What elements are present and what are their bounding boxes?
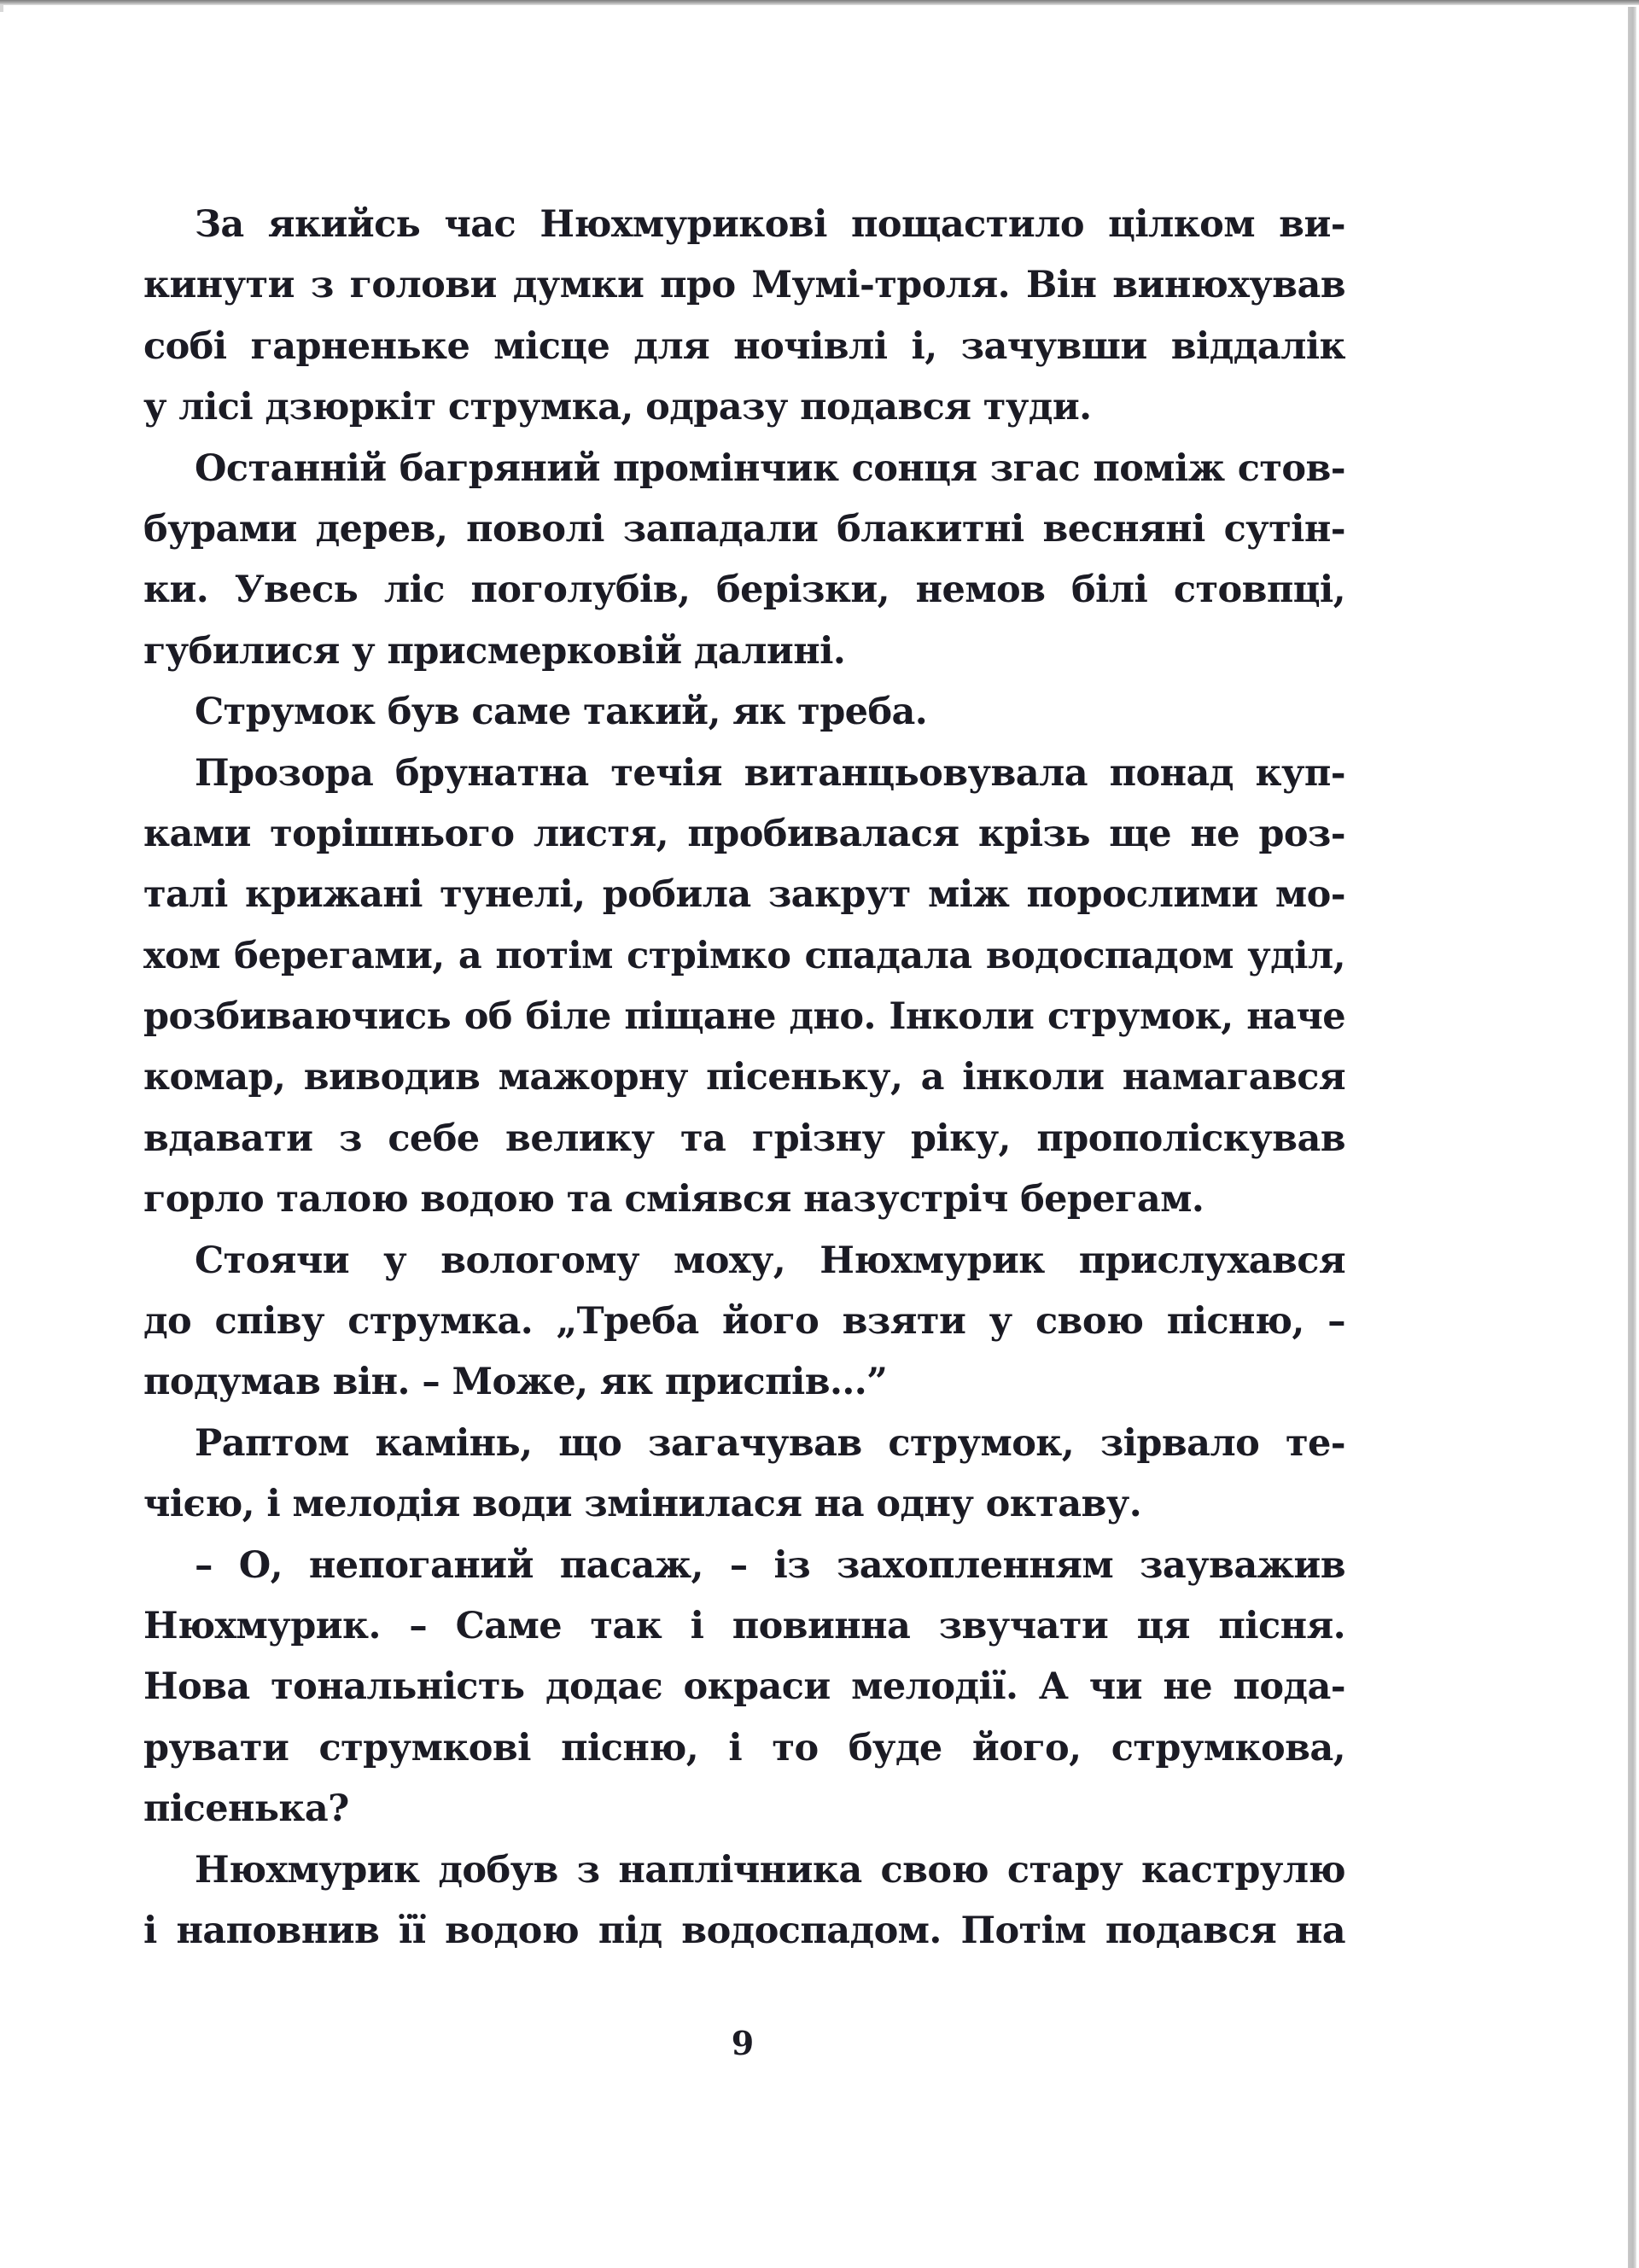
text-line: комар, виводив мажорну пісеньку, а інколи намагався (143, 1056, 1345, 1099)
text-line: Прозора брунатна течія витанцьовувала понад куп- (195, 751, 1345, 795)
paragraph (143, 743, 1345, 1231)
text-line: до співу струмка. „Треба його взяти у свою пісню, – (143, 1300, 1345, 1344)
book-page (0, 5, 1628, 2268)
text-line: губилися у присмерковій далині. (143, 629, 846, 673)
paragraph (143, 1231, 1345, 1414)
paragraph (143, 1414, 1345, 1536)
text-line: Нюхмурик добув з наплічника свою стару каструлю (195, 1848, 1345, 1892)
text-line: пісенька? (143, 1787, 349, 1831)
text-line: – О, непоганий пасаж, – із захопленням зауважив (195, 1543, 1345, 1587)
text-line: талі крижані тунелі, робила закрут між порослими мо- (143, 873, 1345, 917)
text-line: За якийсь час Нюхмурикові пощастило цілком ви- (195, 203, 1345, 246)
page-number: 9 (731, 2024, 755, 2062)
text-line: Раптом камінь, що загачував струмок, зірвало те- (195, 1421, 1345, 1465)
text-line: бурами дерев, поволі западали блакитні весняні сутін- (143, 507, 1345, 551)
text-line: подумав він. – Може, як приспів...” (143, 1361, 888, 1404)
text-line: рувати струмкові пісню, і то буде його, струмкова, (143, 1726, 1345, 1770)
text-line: Нюхмурик. – Саме так і повинна звучати ця пісня. (143, 1604, 1345, 1647)
paragraph (143, 439, 1345, 683)
text-line: чією, і мелодія води змінилася на одну октаву. (143, 1483, 1142, 1526)
page-top-border (0, 0, 1639, 5)
text-line: Останній багряний промінчик сонця згас поміж стов- (195, 446, 1345, 490)
text-line: Струмок був саме такий, як треба. (195, 691, 928, 734)
paragraph (143, 1536, 1345, 1840)
text-line: кинути з голови думки про Мумі-троля. Він винюхував (143, 264, 1345, 307)
page-body-text (143, 195, 1345, 1962)
text-line: горло талою водою та сміявся назустріч берегам. (143, 1178, 1204, 1221)
text-line: у лісі дзюркіт струмка, одразу подався туди. (143, 386, 1092, 429)
page-corner-mark (0, 5, 3, 12)
paragraph (143, 682, 1345, 743)
text-line: розбиваючись об біле піщане дно. Інколи струмок, наче (143, 995, 1345, 1039)
text-line: ки. Увесь ліс поголубів, берізки, немов білі стовпці, (143, 568, 1345, 612)
text-line: ками торішнього листя, пробивалася крізь ще не роз- (143, 812, 1345, 855)
text-line: хом берегами, а потім стрімко спадала водоспадом уділ, (143, 934, 1345, 977)
text-line: і наповнив її водою під водоспадом. Потім подався на (143, 1909, 1345, 1952)
paragraph (143, 1840, 1345, 1962)
text-line: Стоячи у вологому моху, Нюхмурик прислухався (195, 1239, 1345, 1282)
paragraph (143, 195, 1345, 439)
text-line: собі гарненьке місце для ночівлі і, зачувши віддалік (143, 324, 1345, 368)
text-line: Нова тональність додає окраси мелодії. А чи не пода- (143, 1665, 1345, 1709)
page-right-shadow (1628, 7, 1636, 2268)
text-line: вдавати з себе велику та грізну ріку, прополіскував (143, 1117, 1345, 1160)
